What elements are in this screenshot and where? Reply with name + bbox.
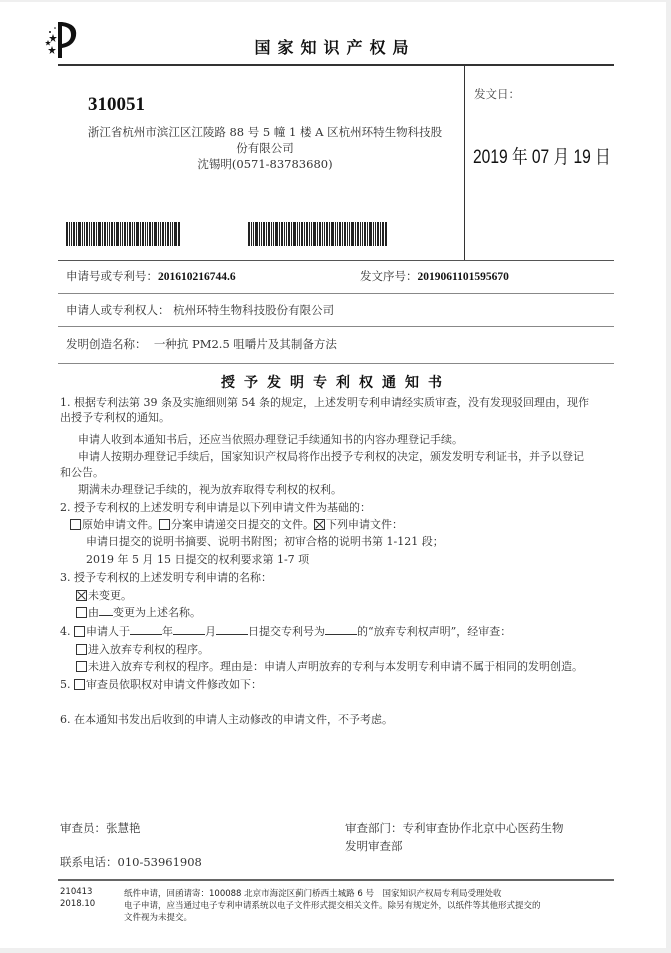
row-divider — [58, 260, 614, 261]
paragraph-5 — [60, 677, 262, 692]
examiner-label: 审查员： — [60, 821, 106, 835]
paragraph-1-line1: 1. 根据专利法第 39 条及实施细则第 54 条的规定，上述发明专利申请经实质审查，没有发现驳回理由，现作 — [60, 396, 589, 409]
option-not-enter-waiver: 未进入放弃专利权的程序。理由是：申请人声明放弃的专利与本发明专利申请不属于相同的发明创造。 — [88, 660, 583, 673]
paragraph-5-number: 5. — [60, 678, 71, 691]
notice-title: 授予发明专利权通知书 — [221, 375, 451, 391]
application-number-field — [66, 268, 236, 284]
paragraph-1-sub2-line1: 申请人按期办理登记手续后，国家知识产权局将作出授予专利权的决定，颁发发明专利证书，并予以登记 — [78, 450, 584, 463]
blank-patent-number — [325, 624, 357, 635]
checkbox-original-documents[interactable] — [70, 519, 81, 530]
option-following-documents: 下列申请文件： — [326, 518, 403, 531]
paragraph-1-sub3: 期满未办理登记手续的，视为放弃取得专利权的权利。 — [78, 483, 342, 496]
checkbox-examiner-amendment[interactable] — [74, 679, 85, 690]
footer-line3: 文件视为未提交。 — [124, 913, 193, 923]
applicant-label: 申请人或专利权人： — [66, 303, 170, 317]
option-name-unchanged: 未变更。 — [88, 589, 132, 602]
recipient-contact: 沈锡明(0571-83783680) — [197, 157, 333, 171]
paragraph-2-detail2: 2019 年 5 月 15 日提交的权利要求第 1-7 项 — [86, 553, 310, 566]
checkbox-name-unchanged[interactable] — [76, 590, 87, 601]
applicant-field — [66, 302, 334, 318]
serial-number: 2019061101595670 — [417, 271, 509, 283]
option-enter-waiver: 进入放弃专利权的程序。 — [88, 643, 209, 656]
invention-title: 一种抗 PM2.5 咀嚼片及其制备方法 — [153, 337, 337, 351]
recipient-address-line1: 浙江省杭州市滨江区江陵路 88 号 5 幢 1 楼 A 区杭州环特生物科技股 — [87, 125, 443, 139]
checkbox-name-changed[interactable] — [76, 607, 87, 618]
paragraph-6: 6. 在本通知书发出后收到的申请人主动修改的申请文件，不予考虑。 — [60, 713, 393, 726]
paragraph-1-sub1: 申请人收到本通知书后，还应当依照办理登记手续通知书的内容办理登记手续。 — [78, 433, 463, 446]
option-divisional-documents: 分案申请递交日提交的文件。 — [171, 518, 314, 531]
application-number-label: 申请号或专利号： — [66, 269, 158, 283]
header-divider — [58, 64, 614, 66]
checkbox-waiver-declaration[interactable] — [74, 626, 85, 637]
issue-date-label: 发文日： — [474, 87, 520, 101]
invention-title-label: 发明创造名称： — [66, 337, 147, 351]
paragraph-2-detail1: 申请日提交的说明书摘要、说明书附图；初审合格的说明书第 1-121 段； — [86, 535, 444, 548]
option-name-changed-suffix: 变更为上述名称。 — [113, 606, 201, 619]
application-number: 201610216744.6 — [158, 271, 236, 283]
paragraph-3-option-changed — [76, 605, 201, 620]
paragraph-3-option-unchanged — [76, 588, 132, 603]
invention-title-field — [66, 336, 337, 352]
agency-name: 国家知识产权局 — [254, 38, 416, 57]
waiver-text-c: 月 — [205, 625, 216, 638]
recipient-address-line2: 份有限公司 — [236, 141, 294, 155]
department-field — [345, 820, 564, 836]
blank-day — [216, 624, 248, 635]
issue-date: 2019 年 07 月 19 日 — [473, 147, 611, 168]
department-label: 审查部门： — [345, 821, 403, 835]
waiver-text-d: 日提交专利号为 — [248, 625, 325, 638]
blank-year — [130, 624, 162, 635]
cnipa-logo-icon — [40, 18, 80, 60]
option-examiner-amendment: 审查员依职权对申请文件修改如下： — [86, 678, 262, 691]
row-divider — [58, 326, 614, 327]
checkbox-enter-waiver[interactable] — [76, 644, 87, 655]
paragraph-3-title: 3. 授予专利权的上述发明专利申请的名称： — [60, 571, 272, 584]
document-page — [0, 2, 666, 948]
examiner-name: 张慧艳 — [106, 821, 141, 835]
paragraph-4-option2 — [76, 659, 583, 674]
waiver-text-b: 年 — [162, 625, 173, 638]
blank-month — [173, 624, 205, 635]
form-version: 2018.10 — [60, 899, 96, 909]
paragraph-1-sub2-line2: 和公告。 — [60, 466, 104, 479]
department-name-line2: 发明审查部 — [345, 839, 403, 853]
phone-number: 010-53961908 — [117, 855, 202, 869]
serial-number-field — [360, 268, 509, 284]
row-divider — [58, 363, 614, 364]
footer-line2: 电子申请，应当通过电子专利申请系统以电子文件形式提交相关文件。除另有规定外，以纸件等其他形式提交的 — [124, 901, 541, 911]
department-name-line1: 专利审查协作北京中心医药生物 — [402, 821, 564, 835]
paragraph-2-title: 2. 授予专利权的上述发明专利申请是以下列申请文件为基础的： — [60, 501, 371, 514]
phone-field — [60, 854, 202, 870]
row-divider — [58, 293, 614, 294]
blank-original-name — [99, 605, 113, 616]
barcode-left — [66, 222, 204, 246]
paragraph-1-line2: 出授予专利权的通知。 — [60, 411, 170, 424]
option-name-changed-prefix: 由 — [88, 606, 99, 619]
phone-label: 联系电话： — [60, 855, 118, 869]
examiner-field — [60, 820, 141, 836]
applicant-name: 杭州环特生物科技股份有限公司 — [173, 303, 335, 317]
barcode-right — [248, 222, 426, 246]
paragraph-2-options — [70, 517, 403, 532]
postcode: 310051 — [88, 94, 145, 115]
waiver-text-e: 的“放弃专利权声明”，经审查： — [357, 625, 512, 638]
paragraph-4-number: 4. — [60, 625, 71, 638]
waiver-text-a: 申请人于 — [86, 625, 130, 638]
form-code: 210413 — [60, 887, 93, 897]
footer-divider — [58, 879, 614, 881]
option-original-documents: 原始申请文件。 — [82, 518, 159, 531]
checkbox-following-documents[interactable] — [314, 519, 325, 530]
checkbox-not-enter-waiver[interactable] — [76, 661, 87, 672]
paragraph-4-option1 — [76, 642, 209, 657]
checkbox-divisional-documents[interactable] — [159, 519, 170, 530]
footer-line1: 纸件申请，回函请寄：100088 北京市海淀区蓟门桥西土城路 6 号 国家知识产权局专利局受理处收 — [124, 889, 502, 899]
serial-number-label: 发文序号： — [360, 269, 418, 283]
paragraph-4 — [60, 624, 511, 639]
